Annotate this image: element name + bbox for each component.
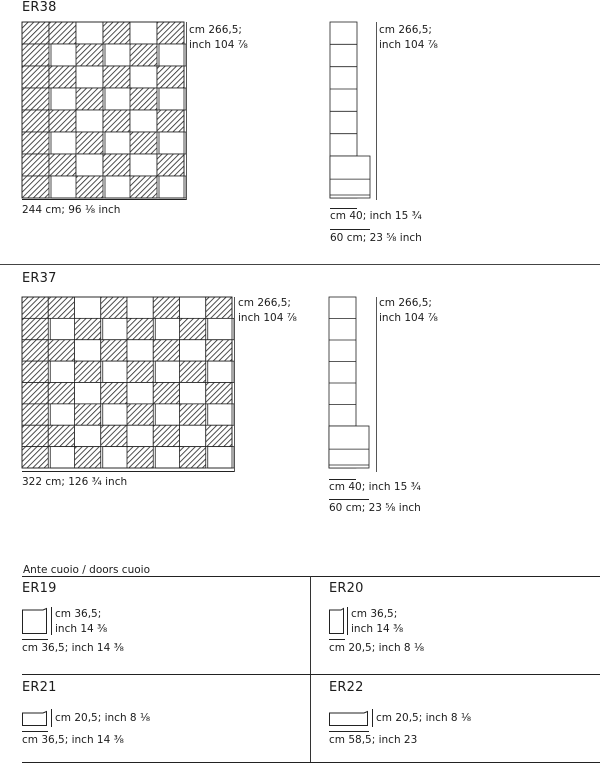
hatched-panel: [48, 297, 74, 318]
hatched-panel: [22, 318, 48, 339]
er19-width: cm 36,5; inch 14 ³⁄₈: [22, 642, 124, 654]
hatched-panel: [101, 425, 127, 446]
open-frame: [208, 361, 234, 382]
er22-width: cm 58,5; inch 23: [329, 734, 418, 746]
open-frame: [155, 447, 181, 468]
open-frame: [180, 297, 206, 318]
hatched-panel: [49, 154, 76, 176]
open-frame: [50, 404, 76, 425]
er20-height-line: [347, 607, 348, 635]
open-frame: [76, 66, 103, 88]
er38-front-elevation: [22, 22, 184, 198]
doors-table-bottom-border: [22, 762, 600, 763]
hatched-panel: [157, 154, 184, 176]
hatched-panel: [206, 340, 232, 361]
hatched-panel: [103, 110, 130, 132]
open-frame: [50, 318, 76, 339]
open-frame: [75, 340, 101, 361]
open-frame: [103, 318, 129, 339]
er22-width-line: [329, 731, 369, 732]
er38-front-height-inch: inch 104 ⁷⁄₈: [189, 39, 248, 51]
er37-front-height-inch: inch 104 ⁷⁄₈: [238, 312, 297, 324]
hatched-panel: [130, 44, 157, 66]
er21-width: cm 36,5; inch 14 ³⁄₈: [22, 734, 124, 746]
open-frame: [155, 318, 181, 339]
er37-width-dimension-line: [22, 471, 234, 472]
er20-code: ER20: [329, 581, 364, 596]
hatched-panel: [153, 340, 179, 361]
er38-side-height-dimension-line: [376, 22, 377, 200]
er20-door-icon: [329, 608, 345, 634]
base-unit: [329, 426, 369, 468]
hatched-panel: [22, 340, 48, 361]
er37-side-height-dimension-line: [376, 297, 377, 472]
hatched-panel: [22, 154, 49, 176]
er19-height-cm: cm 36,5;: [55, 608, 102, 620]
hatched-panel: [101, 383, 127, 404]
hatched-panel: [22, 44, 49, 66]
open-frame: [76, 110, 103, 132]
open-frame: [159, 132, 186, 154]
er38-code: ER38: [22, 0, 57, 15]
er19-height-line: [51, 607, 52, 635]
er22-height: cm 20,5; inch 8 ¹⁄₈: [376, 712, 472, 724]
hatched-panel: [180, 361, 206, 382]
hatched-panel: [127, 318, 153, 339]
section-divider: [0, 264, 600, 265]
open-frame: [105, 176, 132, 198]
er22-code: ER22: [329, 680, 364, 695]
hatched-panel: [157, 66, 184, 88]
hatched-panel: [22, 361, 48, 382]
hatched-panel: [49, 22, 76, 44]
er20-height-cm: cm 36,5;: [351, 608, 398, 620]
open-frame: [180, 425, 206, 446]
er37-front-elevation: [22, 297, 232, 468]
er38-front-height-cm: cm 266,5;: [189, 24, 242, 36]
er19-width-line: [22, 639, 48, 640]
open-frame: [159, 88, 186, 110]
er20-width-line: [329, 639, 345, 640]
open-frame: [75, 425, 101, 446]
doors-table-column-divider: [310, 576, 311, 762]
hatched-panel: [48, 425, 74, 446]
hatched-panel: [22, 110, 49, 132]
hatched-panel: [206, 383, 232, 404]
open-frame: [155, 404, 181, 425]
er38-side-elevation: [330, 22, 374, 198]
hatched-panel: [22, 404, 48, 425]
open-frame: [127, 425, 153, 446]
doors-section-title: Ante cuoio / doors cuoio: [23, 564, 150, 576]
open-frame: [127, 383, 153, 404]
open-frame: [130, 22, 157, 44]
hatched-panel: [206, 297, 232, 318]
hatched-panel: [49, 66, 76, 88]
open-frame: [208, 447, 234, 468]
hatched-panel: [22, 66, 49, 88]
er21-width-line: [22, 731, 48, 732]
open-frame: [180, 383, 206, 404]
hatched-panel: [157, 22, 184, 44]
open-frame: [159, 44, 186, 66]
hatched-panel: [103, 66, 130, 88]
open-frame: [50, 447, 76, 468]
hatched-panel: [75, 447, 101, 468]
hatched-panel: [22, 383, 48, 404]
er22-height-line: [372, 709, 373, 727]
open-frame: [208, 404, 234, 425]
er20-height-inch: inch 14 ³⁄₈: [351, 623, 404, 635]
doors-table-top-border: [22, 576, 600, 577]
er38-front-width: 244 cm; 96 ¹⁄₈ inch: [22, 204, 121, 216]
doors-table-row-divider: [22, 674, 600, 675]
er37-side-height-cm: cm 266,5;: [379, 297, 432, 309]
er38-width-dimension-line: [22, 199, 186, 200]
hatched-panel: [22, 447, 48, 468]
hatched-panel: [127, 447, 153, 468]
open-frame: [51, 132, 78, 154]
open-frame: [75, 383, 101, 404]
open-frame: [76, 154, 103, 176]
er19-height-inch: inch 14 ³⁄₈: [55, 623, 108, 635]
er38-side-depth-top: cm 40; inch 15 ³⁄₄: [330, 210, 422, 222]
hatched-panel: [130, 132, 157, 154]
er38-height-dimension-line: [186, 22, 187, 200]
open-frame: [75, 297, 101, 318]
open-frame: [105, 132, 132, 154]
open-frame: [51, 176, 78, 198]
hatched-panel: [76, 176, 103, 198]
hatched-panel: [22, 297, 48, 318]
er19-code: ER19: [22, 581, 57, 596]
open-frame: [127, 297, 153, 318]
hatched-panel: [206, 425, 232, 446]
open-frame: [155, 361, 181, 382]
er37-side-height-inch: inch 104 ⁷⁄₈: [379, 312, 438, 324]
hatched-panel: [101, 340, 127, 361]
open-frame: [130, 110, 157, 132]
hatched-panel: [103, 22, 130, 44]
open-frame: [105, 88, 132, 110]
base-unit: [330, 156, 370, 198]
er37-side-depth-bottom: 60 cm; 23 ⁵⁄₈ inch: [329, 502, 421, 514]
hatched-panel: [101, 297, 127, 318]
er37-front-height-cm: cm 266,5;: [238, 297, 291, 309]
open-frame: [103, 404, 129, 425]
hatched-panel: [127, 361, 153, 382]
hatched-panel: [153, 383, 179, 404]
hatched-panel: [153, 297, 179, 318]
er19-door-icon: [22, 608, 48, 634]
hatched-panel: [130, 176, 157, 198]
er37-side-depth-top: cm 40; inch 15 ³⁄₄: [329, 481, 421, 493]
er21-height: cm 20,5; inch 8 ¹⁄₈: [55, 712, 151, 724]
er38-side-depth-bottom: 60 cm; 23 ⁵⁄₈ inch: [330, 232, 422, 244]
hatched-panel: [153, 425, 179, 446]
open-frame: [51, 44, 78, 66]
hatched-panel: [76, 88, 103, 110]
open-frame: [127, 340, 153, 361]
open-frame: [130, 66, 157, 88]
open-frame: [76, 22, 103, 44]
hatched-panel: [180, 318, 206, 339]
hatched-panel: [22, 176, 49, 198]
hatched-panel: [48, 340, 74, 361]
hatched-panel: [75, 361, 101, 382]
er38-side-height-cm: cm 266,5;: [379, 24, 432, 36]
hatched-panel: [180, 447, 206, 468]
hatched-panel: [127, 404, 153, 425]
er37-code: ER37: [22, 271, 57, 286]
hatched-panel: [49, 110, 76, 132]
er37-height-dimension-line: [234, 297, 235, 472]
er37-depth-line-bottom: [329, 499, 369, 500]
hatched-panel: [103, 154, 130, 176]
hatched-panel: [22, 22, 49, 44]
er38-depth-line-bottom: [330, 229, 370, 230]
hatched-panel: [48, 383, 74, 404]
open-frame: [103, 447, 129, 468]
open-frame: [105, 44, 132, 66]
er21-code: ER21: [22, 680, 57, 695]
hatched-panel: [75, 318, 101, 339]
er21-height-line: [51, 709, 52, 727]
open-frame: [103, 361, 129, 382]
hatched-panel: [76, 132, 103, 154]
open-frame: [180, 340, 206, 361]
hatched-panel: [22, 425, 48, 446]
er20-width: cm 20,5; inch 8 ¹⁄₈: [329, 642, 425, 654]
open-frame: [50, 361, 76, 382]
open-frame: [208, 318, 234, 339]
hatched-panel: [76, 44, 103, 66]
hatched-panel: [22, 88, 49, 110]
hatched-panel: [75, 404, 101, 425]
open-frame: [51, 88, 78, 110]
open-frame: [159, 176, 186, 198]
hatched-panel: [157, 110, 184, 132]
er22-door-icon: [329, 711, 369, 727]
hatched-panel: [180, 404, 206, 425]
hatched-panel: [130, 88, 157, 110]
er38-side-height-inch: inch 104 ⁷⁄₈: [379, 39, 438, 51]
open-frame: [130, 154, 157, 176]
er37-side-elevation: [329, 297, 373, 468]
hatched-panel: [22, 132, 49, 154]
er37-front-width: 322 cm; 126 ³⁄₄ inch: [22, 476, 128, 488]
er21-door-icon: [22, 711, 48, 727]
